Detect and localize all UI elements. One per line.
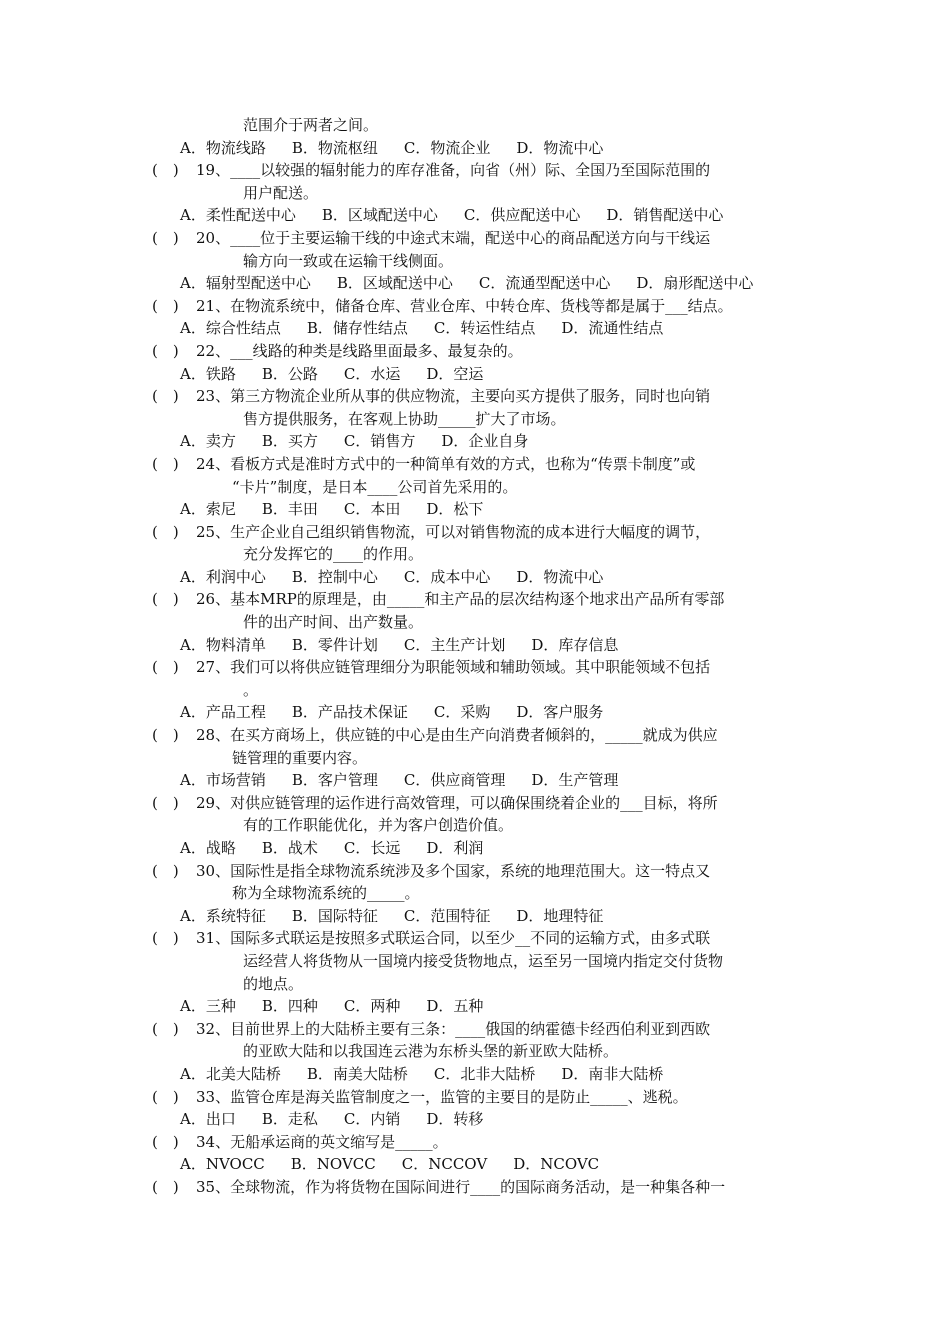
question-continuation-line [0, 747, 950, 770]
answer-option: B．买方 [261, 432, 318, 451]
answer-options-line [0, 701, 950, 724]
answer-option: B．公路 [261, 364, 318, 383]
answer-option: A．战略 [180, 839, 236, 857]
question-text-continued: 范围介于两者之间。 [243, 116, 379, 134]
answer-options-line [0, 137, 950, 160]
answer-options [180, 204, 723, 227]
answer-options-line [0, 566, 950, 589]
answer-option: C．采购 [433, 703, 491, 722]
answer-option: D．转移 [426, 1110, 484, 1129]
question-stem-line [0, 453, 950, 476]
question-text-continued: 。 [243, 680, 259, 699]
answer-bracket: ( ) [152, 522, 179, 541]
question-stem-line [0, 724, 950, 747]
answer-option: C．水运 [343, 364, 401, 383]
question-text: 33、监管仓库是海关监管制度之一，监管的主要目的是防止_____、逃税。 [196, 1087, 688, 1106]
question-continuation-line [0, 476, 950, 499]
answer-option: C．北非大陆桥 [433, 1064, 536, 1083]
question-list [0, 114, 950, 1199]
question-stem-line [0, 1086, 950, 1109]
answer-option: C．NCCOV [401, 1155, 488, 1174]
question-text: 21、在物流系统中，储备仓库、营业仓库、中转仓库、货栈等都是属于___结点。 [196, 296, 733, 315]
question-text: 28、在买方商场上，供应链的中心是由生产向消费者倾斜的，_____就成为供应 [196, 726, 718, 745]
answer-option: B．国际特征 [291, 906, 378, 925]
answer-option: C．物流企业 [403, 138, 491, 157]
answer-options-line [0, 769, 950, 792]
answer-option: C．主生产计划 [403, 635, 506, 654]
answer-bracket: ( ) [152, 726, 179, 745]
question-text: 35、全球物流，作为将货物在国际间进行____的国际商务活动，是一种集各种一 [196, 1177, 726, 1196]
answer-option: C．流通型配送中心 [478, 274, 611, 293]
answer-options [180, 430, 528, 453]
answer-option: B．区域配送中心 [336, 274, 453, 293]
question-stem-line [0, 227, 950, 250]
answer-option: C．供应配送中心 [463, 206, 581, 225]
answer-option: A．索尼 [180, 500, 236, 519]
answer-option: B．零件计划 [291, 635, 378, 654]
answer-option: D．地理特征 [516, 906, 604, 925]
answer-option: D．五种 [426, 997, 484, 1016]
answer-options [180, 1063, 663, 1086]
question-text-continued: 称为全球物流系统的_____。 [232, 884, 420, 903]
answer-option: D．库存信息 [531, 635, 619, 654]
answer-option: B．NOVCC [290, 1155, 376, 1174]
answer-options [180, 769, 618, 792]
answer-option: D．利润 [426, 839, 484, 857]
answer-options-line [0, 272, 950, 295]
answer-options-line [0, 837, 950, 860]
answer-option: A．利润中心 [180, 567, 266, 586]
answer-option: A．系统特征 [180, 906, 266, 925]
question-continuation-line [0, 182, 950, 205]
question-stem-line [0, 521, 950, 544]
question-text: 24、看板方式是准时方式中的一种简单有效的方式，也称为“传票卡制度”或 [196, 454, 696, 473]
question-text: 19、____以较强的辐射能力的库存准备，向省（州）际、全国乃至国际范围的 [196, 161, 711, 180]
question-stem-line [0, 340, 950, 363]
answer-bracket: ( ) [152, 929, 179, 948]
answer-option: A．市场营销 [180, 771, 266, 790]
answer-option: D．销售配送中心 [606, 206, 724, 225]
question-text: 34、无船承运商的英文缩写是_____。 [196, 1132, 448, 1151]
answer-option: A．出口 [180, 1110, 236, 1129]
question-text-continued: “卡片”制度，是日本____公司首先采用的。 [232, 477, 518, 496]
question-text: 31、国际多式联运是按照多式联运合同，以至少__不同的运输方式，由多式联 [196, 929, 711, 948]
question-stem-line [0, 295, 950, 318]
answer-option: D．空运 [426, 364, 484, 383]
answer-options [180, 317, 663, 340]
answer-options [180, 634, 618, 657]
answer-options-line [0, 1153, 950, 1176]
question-stem-line [0, 1131, 950, 1154]
answer-options [180, 837, 483, 860]
question-continuation-line [0, 543, 950, 566]
answer-option: C．销售方 [343, 432, 416, 451]
question-continuation-line [0, 250, 950, 273]
question-stem-line [0, 159, 950, 182]
question-text-continued: 用户配送。 [243, 183, 319, 202]
answer-option: A．辐射型配送中心 [180, 274, 311, 293]
answer-option: A．北美大陆桥 [180, 1064, 281, 1083]
answer-options [180, 1153, 599, 1176]
answer-bracket: ( ) [152, 228, 179, 247]
answer-option: A．物料清单 [180, 635, 266, 654]
answer-option: A．柔性配送中心 [180, 206, 296, 225]
question-text-continued: 的地点。 [243, 974, 304, 993]
question-continuation-line [0, 973, 950, 996]
answer-options [180, 363, 483, 386]
answer-option: D．南非大陆桥 [561, 1064, 664, 1083]
question-text-continued: 有的工作职能优化，并为客户创造价值。 [243, 816, 514, 835]
answer-option: B．战术 [261, 839, 318, 857]
question-text: 25、生产企业自己组织销售物流，可以对销售物流的成本进行大幅度的调节， [196, 522, 711, 541]
question-text: 30、国际性是指全球物流系统涉及多个国家，系统的地理范围大。这一特点又 [196, 861, 711, 880]
question-stem-line [0, 588, 950, 611]
answer-options [180, 566, 603, 589]
answer-bracket: ( ) [152, 296, 179, 315]
question-stem-line [0, 927, 950, 950]
answer-option: A．三种 [180, 997, 236, 1016]
answer-options [180, 995, 483, 1018]
answer-bracket: ( ) [152, 861, 179, 880]
answer-option: B．物流枢纽 [291, 138, 378, 157]
answer-options-line [0, 204, 950, 227]
question-text-continued: 输方向一致或在运输干线侧面。 [243, 251, 454, 270]
answer-option: B．走私 [261, 1110, 318, 1129]
answer-option: D．企业自身 [441, 432, 529, 451]
question-text: 27、我们可以将供应链管理细分为职能领域和辅助领域。其中职能领域不包括 [196, 658, 711, 677]
question-text-continued: 的亚欧大陆和以我国连云港为东桥头堡的新亚欧大陆桥。 [243, 1042, 619, 1061]
answer-option: C．两种 [343, 997, 401, 1016]
answer-bracket: ( ) [152, 1019, 179, 1038]
answer-option: C．范围特征 [403, 906, 491, 925]
answer-options-line [0, 634, 950, 657]
answer-option: B．四种 [261, 997, 318, 1016]
answer-options [180, 905, 603, 928]
answer-options-line [0, 430, 950, 453]
answer-options-line [0, 317, 950, 340]
question-stem-line [0, 656, 950, 679]
question-text: 32、目前世界上的大陆桥主要有三条：____俄国的纳霍德卡经西伯利亚到西欧 [196, 1019, 711, 1038]
answer-option: A．铁路 [180, 364, 236, 383]
answer-option: A．卖方 [180, 432, 236, 451]
answer-options [180, 498, 483, 521]
answer-option: D．流通性结点 [561, 319, 664, 338]
question-stem-line [0, 385, 950, 408]
answer-bracket: ( ) [152, 1087, 179, 1106]
answer-options-line [0, 905, 950, 928]
question-stem-line [0, 1018, 950, 1041]
answer-options [180, 137, 603, 160]
answer-option: D．生产管理 [531, 771, 619, 790]
question-continuation-line [0, 679, 950, 702]
answer-option: D．NCOVC [513, 1155, 600, 1174]
answer-option: C．本田 [343, 500, 401, 519]
question-text: 26、基本MRP的原理是，由_____和主产品的层次结构逐个地求出产品所有零部 [196, 590, 725, 609]
answer-options-line [0, 363, 950, 386]
question-text-continued: 链管理的重要内容。 [232, 748, 368, 767]
answer-options-line [0, 995, 950, 1018]
answer-option: D．扇形配送中心 [636, 274, 754, 293]
answer-bracket: ( ) [152, 341, 179, 360]
question-text-continued: 售方提供服务，在客观上协助_____扩大了市场。 [243, 409, 566, 428]
question-text: 23、第三方物流企业所从事的供应物流，主要向买方提供了服务，同时也向销 [196, 387, 711, 406]
answer-bracket: ( ) [152, 658, 179, 677]
answer-option: B．产品技术保证 [291, 703, 408, 722]
answer-option: B．丰田 [261, 500, 318, 519]
answer-options-line [0, 498, 950, 521]
answer-option: B．南美大陆桥 [306, 1064, 408, 1083]
answer-option: D．客户服务 [516, 703, 604, 722]
answer-option: A．NVOCC [180, 1155, 265, 1174]
answer-bracket: ( ) [152, 590, 179, 609]
answer-bracket: ( ) [152, 161, 179, 180]
answer-options [180, 272, 753, 295]
question-continuation-line [0, 611, 950, 634]
question-continuation-line [0, 950, 950, 973]
answer-option: A．物流线路 [180, 138, 266, 157]
answer-options [180, 701, 603, 724]
question-text-continued: 运经营人将货物从一国境内接受货物地点，运至另一国境内指定交付货物 [243, 951, 724, 970]
answer-bracket: ( ) [152, 1132, 179, 1151]
question-continuation-line [0, 814, 950, 837]
answer-options [180, 1108, 483, 1131]
answer-option: C．转运性结点 [433, 319, 536, 338]
question-text-continued: 充分发挥它的____的作用。 [243, 545, 424, 564]
answer-option: C．内销 [343, 1110, 401, 1129]
answer-option: B．储存性结点 [306, 319, 408, 338]
question-text-continued: 件的出产时间、出产数量。 [243, 613, 424, 632]
answer-option: C．长远 [343, 839, 401, 857]
answer-options-line [0, 1063, 950, 1086]
question-stem-line [0, 792, 950, 815]
answer-option: C．供应商管理 [403, 771, 506, 790]
answer-option: D．松下 [426, 500, 484, 519]
answer-option: B．区域配送中心 [321, 206, 438, 225]
answer-option: A．产品工程 [180, 703, 266, 722]
question-continuation-line [0, 408, 950, 431]
question-continuation-line [0, 1040, 950, 1063]
answer-option: D．物流中心 [516, 138, 604, 157]
answer-bracket: ( ) [152, 454, 179, 473]
answer-option: B．客户管理 [291, 771, 378, 790]
question-continuation-line [0, 114, 950, 137]
answer-option: C．成本中心 [403, 567, 491, 586]
question-stem-line [0, 1176, 950, 1199]
answer-option: D．物流中心 [516, 567, 604, 586]
question-text: 22、___线路的种类是线路里面最多、最复杂的。 [196, 341, 523, 360]
question-stem-line [0, 860, 950, 883]
answer-bracket: ( ) [152, 1177, 179, 1196]
answer-option: A．综合性结点 [180, 319, 281, 338]
answer-option: B．控制中心 [291, 567, 378, 586]
question-text: 20、____位于主要运输干线的中途式末端，配送中心的商品配送方向与干线运 [196, 228, 711, 247]
question-continuation-line [0, 882, 950, 905]
question-text: 29、对供应链管理的运作进行高效管理，可以确保围绕着企业的___目标，将所 [196, 793, 718, 812]
answer-options-line [0, 1108, 950, 1131]
answer-bracket: ( ) [152, 387, 179, 406]
answer-bracket: ( ) [152, 793, 179, 812]
